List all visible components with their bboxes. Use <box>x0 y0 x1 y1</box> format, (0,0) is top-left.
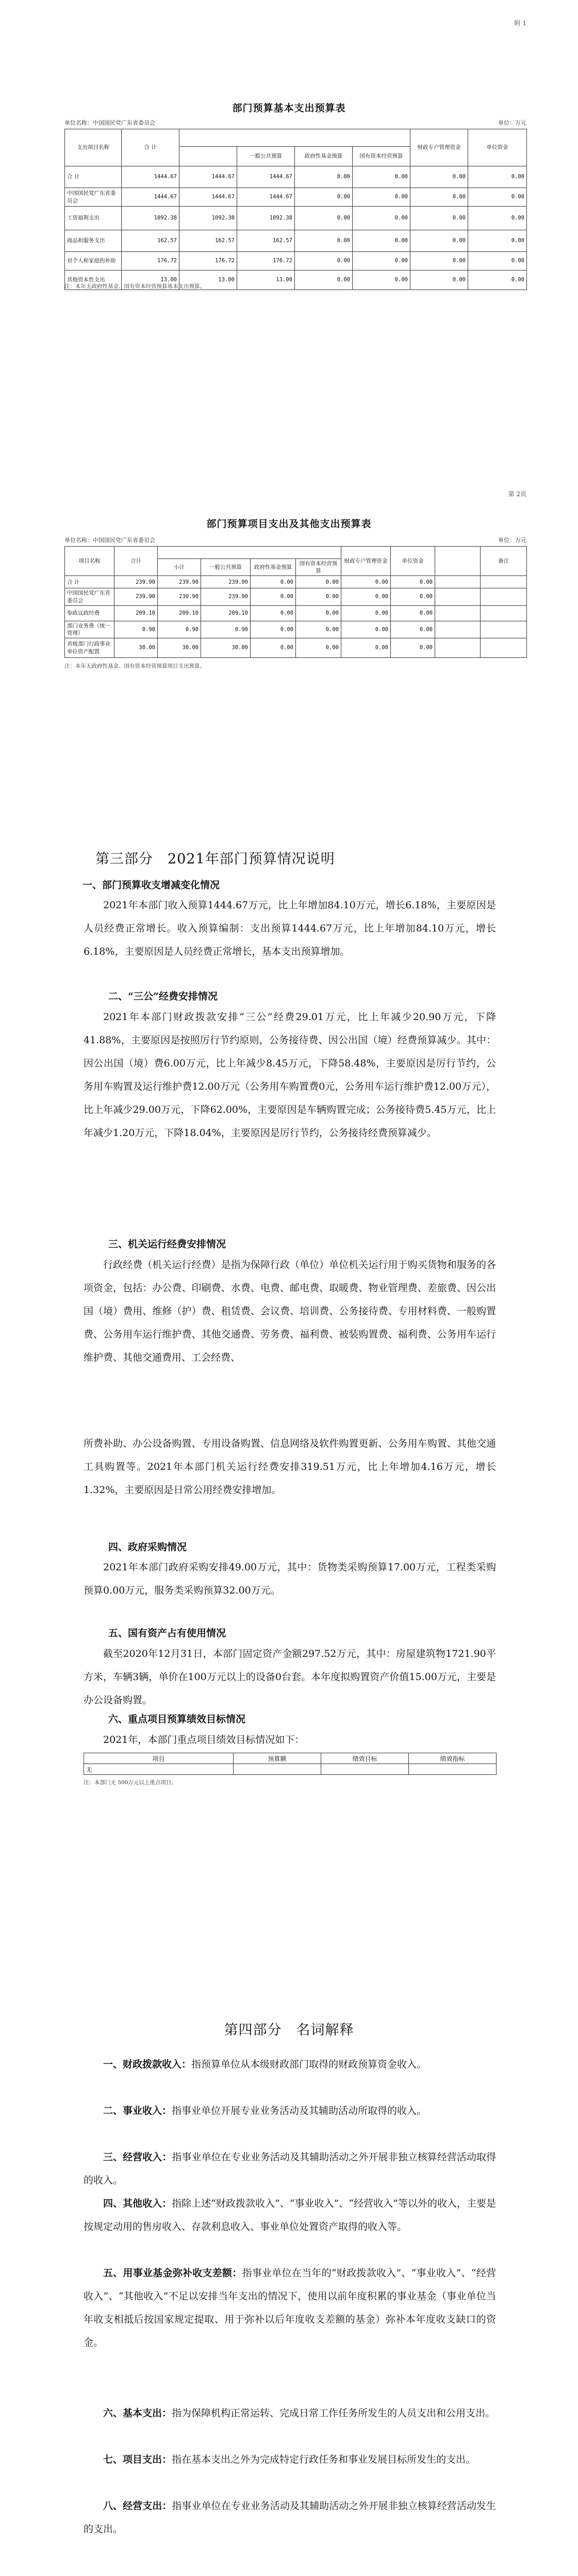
perf-cell <box>321 1764 409 1775</box>
table2-title: 部门预算项目支出及其他支出预算表 <box>206 518 372 530</box>
table-cell-state: 0.00 <box>296 621 341 638</box>
page-label-2: 第 2页 <box>508 490 526 498</box>
table-cell-special: 0.00 <box>341 638 391 658</box>
table-cell-special: 0.00 <box>341 621 391 638</box>
s5-paragraph: 截至2020年12月31日，本部门固定资产金额297.52万元，其中：房屋建筑物1721.90平方米，车辆3辆，单价在100万元以上的设备0台套。本年度拟购置资产价值15.00万元，主要是办公设备购置。 <box>84 1648 496 1706</box>
glossary-term: 一、财政拨款收入： <box>103 2059 192 2070</box>
table-cell-total: 1092.38 <box>122 207 179 230</box>
glossary-item <box>84 2448 496 2471</box>
table-cell-general: 13.00 <box>237 270 295 290</box>
table-cell-state: 0.00 <box>296 576 341 588</box>
table-cell-total: 239.90 <box>114 588 158 605</box>
table-cell-general: 1092.38 <box>237 207 295 230</box>
glossary-item <box>84 2402 496 2425</box>
table-cell-sub: 239.90 <box>158 588 201 605</box>
s6-paragraph: 2021年，本部门重点项目绩效目标情况如下： <box>103 1734 305 1745</box>
perf-cell <box>409 1764 497 1775</box>
table-cell-name: 商品和服务支出 <box>65 230 122 252</box>
glossary-term: 四、其他收入： <box>103 2198 172 2209</box>
table1-note: 注：本年无政府性基金、国有资本经营预算基本支出预算。 <box>64 283 205 290</box>
table1-unit: 单位：万元 <box>498 120 526 126</box>
table-row <box>65 605 527 621</box>
table-cell-total: 176.72 <box>179 252 237 270</box>
table-row <box>65 638 527 658</box>
table-cell-total: 176.72 <box>122 252 179 270</box>
s4-title: 四、政府采购情况 <box>108 1541 187 1553</box>
th2-extra <box>435 547 481 576</box>
table-cell-sub: 209.10 <box>158 605 201 621</box>
table-cell-unit: 0.00 <box>391 621 435 638</box>
table-cell-total: 1444.67 <box>122 166 179 188</box>
perf-note: 注：本部门无 500万元以上重点项目。 <box>84 1780 177 1786</box>
perf-cell <box>234 1764 321 1775</box>
th2-general: 一般公共预算 <box>201 559 251 576</box>
th2-special: 财政专户管理资金 <box>341 547 391 576</box>
table-cell-sub: 239.90 <box>158 576 201 588</box>
glossary-text: 指预算单位从本级财政部门取得的财政预算资金收入。 <box>191 2059 427 2070</box>
table-cell-gov: 0.00 <box>295 166 353 188</box>
table-cell-name: 合 计 <box>65 166 122 188</box>
table-cell-special: 0.00 <box>410 166 468 188</box>
table-cell-special: 0.00 <box>410 188 468 207</box>
table-cell-state: 0.00 <box>353 207 410 230</box>
table-cell-unit: 0.00 <box>468 230 527 252</box>
th-total: 合 计 <box>122 129 179 166</box>
th-gov-fund: 政府性基金预算 <box>295 147 353 166</box>
th-state-capital: 国有资本经营预算 <box>353 147 410 166</box>
table-cell-gov: 0.00 <box>251 576 296 588</box>
perf-th-indicator: 绩效指标 <box>409 1753 497 1764</box>
glossary-text: 指事业单位开展专业业务活动及其辅助活动所取得的收入。 <box>172 2105 427 2116</box>
glossary-term: 二、事业收入： <box>103 2105 172 2116</box>
table-cell-name: 中国国民党广东省委员会 <box>65 188 122 207</box>
s3-title: 三、机关运行经费安排情况 <box>108 1239 226 1250</box>
table-cell-special: 0.00 <box>410 207 468 230</box>
table-cell-total: 30.00 <box>114 638 158 658</box>
table-cell-total: 239.90 <box>114 576 158 588</box>
th-general: 一般公共预算 <box>237 147 295 166</box>
table-cell-unit: 0.00 <box>468 166 527 188</box>
table-cell-name: 参政议政经费 <box>65 605 114 621</box>
table-cell-gov: 0.00 <box>251 588 296 605</box>
glossary-item <box>84 2053 496 2076</box>
glossary-term: 五、用事业基金弥补收支差额： <box>103 2267 242 2279</box>
perf-th-goal: 绩效目标 <box>321 1753 409 1764</box>
table-cell-unit: 0.00 <box>468 188 527 207</box>
table-cell-state: 0.00 <box>353 270 410 290</box>
table-row <box>65 252 527 270</box>
table-cell-total: 162.57 <box>179 230 237 252</box>
th2-group <box>158 547 341 559</box>
table-cell-name: 中国国民党广东省委员会 <box>65 588 114 605</box>
project-expenditure-table <box>64 546 527 658</box>
th2-gov-fund: 政府性基金预算 <box>251 559 296 576</box>
table-cell-total: 209.10 <box>114 605 158 621</box>
glossary-item <box>84 2262 496 2354</box>
table-cell-empty <box>435 605 481 621</box>
glossary-item <box>84 2495 496 2541</box>
th2-subtotal: 小计 <box>158 559 201 576</box>
s1-paragraph: 2021年本部门收入预算1444.67万元，比上年增加84.10万元，增长6.18%，主要原因是人员经费正常增长。收入预算编制：支出预算1444.67万元，比上年增加84.10万元，增长6.18%，主要原因是人员经费正常增长，基本支出预算增加。 <box>84 900 496 957</box>
table-cell-name: 工资福利支出 <box>65 207 122 230</box>
table2-unit: 单位：万元 <box>498 537 526 544</box>
table-cell-gov: 0.00 <box>295 207 353 230</box>
table-cell-empty <box>481 588 527 605</box>
s2-paragraph: 2021年本部门财政拨款安排“三公”经费29.01万元，比上年减少20.90万元，下降41.88%，主要原因是按照厉行节约原则，公务接待费、因公出国（境）经费预算减少。其中：因公出国（境）费6.00万元，比上年减少8.45万元，下降58.48%，主要原因是厉行节约，公务用车购置及运行维护费12.00万元（公务用车购置费0元，公务用车运行维护费12.00万元），比上年减少29.00万元，下降62.00%，主要原因是车辆购置完成；公务接待费5.45万元，比上年减少1.20万元，下降18.04%，主要原因是厉行节约，公务接待经费预算减少。 <box>84 1011 496 1139</box>
th-name: 支出项目名称 <box>65 129 122 166</box>
glossary-text: 指事业单位在专业业务活动及其辅助活动之外开展非独立核算经营活动取得的收入。 <box>84 2151 496 2186</box>
table-cell-total: 13.00 <box>179 270 237 290</box>
perf-cell: 无 <box>84 1764 234 1775</box>
table-cell-state: 0.00 <box>296 605 341 621</box>
table-cell-state: 0.00 <box>353 252 410 270</box>
table1-unit-name: 单位名称：中国国民党广东省委员会 <box>64 120 155 126</box>
table-cell-general: 1444.67 <box>237 188 295 207</box>
page-label: 附 1 <box>514 20 526 27</box>
table-cell-unit: 0.00 <box>468 252 527 270</box>
table-cell-name: 合 计 <box>65 576 114 588</box>
glossary-term: 六、基本支出： <box>103 2408 172 2419</box>
table-cell-general: 176.72 <box>237 252 295 270</box>
table-cell-general: 239.90 <box>201 588 251 605</box>
table-cell-state: 0.00 <box>296 638 341 658</box>
s5-title: 五、国有资产占有使用情况 <box>108 1628 226 1639</box>
table-cell-total: 1444.67 <box>179 188 237 207</box>
table-cell-name: 对个人和家庭的补助 <box>65 252 122 270</box>
table-cell-gov: 0.00 <box>251 638 296 658</box>
table2-note: 注：本年无政府性基金、国有资本经营预算项目支出预算。 <box>64 663 205 669</box>
table-cell-empty <box>435 588 481 605</box>
table-cell-general: 209.10 <box>201 605 251 621</box>
th2-state-capital: 国有资本经营预算 <box>296 559 341 576</box>
table-cell-total: 162.57 <box>122 230 179 252</box>
table-row <box>65 207 527 230</box>
table-cell-empty <box>481 576 527 588</box>
s4-paragraph: 2021年本部门政府采购安排49.00万元，其中：货物类采购预算17.00万元，工程类采购预算0.00万元，服务类采购预算32.00万元。 <box>84 1562 496 1596</box>
table-cell-sub: 30.00 <box>158 638 201 658</box>
th2-name: 项目名称 <box>65 547 114 576</box>
s1-title: 一、部门预算收支增减变化情况 <box>82 879 220 891</box>
glossary-item <box>84 2099 496 2123</box>
table-cell-general: 30.00 <box>201 638 251 658</box>
table-cell-empty <box>481 605 527 621</box>
table-cell-empty <box>435 576 481 588</box>
table-cell-special: 0.00 <box>410 270 468 290</box>
table-cell-general: 239.90 <box>201 576 251 588</box>
table-cell-special: 0.00 <box>341 605 391 621</box>
glossary-item <box>84 2192 496 2239</box>
th2-remark: 备注 <box>481 547 527 576</box>
table-cell-unit: 0.00 <box>468 270 527 290</box>
th-subtotal <box>179 147 237 166</box>
table-cell-empty <box>481 621 527 638</box>
table-row <box>65 230 527 252</box>
table-cell-empty <box>435 638 481 658</box>
table-cell-total: 13.00 <box>122 270 179 290</box>
table-cell-total: 1444.67 <box>122 188 179 207</box>
table-row <box>65 621 527 638</box>
table-cell-gov: 0.00 <box>295 230 353 252</box>
table-cell-empty <box>481 638 527 658</box>
perf-th-budget: 预算额 <box>234 1753 321 1764</box>
table-cell-sub: 0.90 <box>158 621 201 638</box>
s3-paragraph-2: 所费补助、办公设备购置、专用设备购置、信息网络及软件购置更新、公务用车购置、其他交通工具购置等。2021年本部门机关运行经费安排319.51万元，比上年增加4.16万元，增长1.32%，主要原因是日常公用经费安排增加。 <box>84 1438 496 1496</box>
th-group <box>179 129 410 147</box>
table-cell-gov: 0.00 <box>295 252 353 270</box>
glossary-term: 三、经营收入： <box>103 2151 172 2163</box>
table-cell-special: 0.00 <box>410 252 468 270</box>
table-cell-gov: 0.00 <box>251 621 296 638</box>
table-cell-state: 0.00 <box>296 588 341 605</box>
table-cell-gov: 0.00 <box>251 605 296 621</box>
table-cell-general: 0.90 <box>201 621 251 638</box>
table-cell-name: 部门业务费（统一管理） <box>65 621 114 638</box>
table-cell-name: 其他资本性支出 <box>65 270 122 290</box>
s2-title: 二、“三公”经费安排情况 <box>108 991 218 1002</box>
perf-th-project: 项目 <box>84 1753 234 1764</box>
table-row <box>65 588 527 605</box>
table-cell-unit: 0.00 <box>391 576 435 588</box>
table1-title: 部门预算基本支出预算表 <box>232 103 346 114</box>
table-cell-special: 0.00 <box>341 576 391 588</box>
table-cell-unit: 0.00 <box>468 207 527 230</box>
table-cell-special: 0.00 <box>341 588 391 605</box>
table-cell-name: 省级部门行政事业单位资产配置 <box>65 638 114 658</box>
part4-heading: 第四部分 名词解释 <box>224 2022 354 2038</box>
glossary-text: 指事业单位在当年的“财政拨款收入”、“事业收入”、“经营收入”、“其他收入”不足以安排当年支出的情况下，使用以前年度积累的事业基金（事业单位当年收支相抵后按国家规定提取、用于弥补以后年度收支差额的基金）弥补本年度收支缺口的资金。 <box>84 2267 496 2348</box>
glossary-term: 八、经营支出： <box>103 2500 172 2512</box>
th-unit: 单位资金 <box>468 129 527 166</box>
basic-expenditure-table <box>64 129 527 290</box>
table-cell-gov: 0.00 <box>295 270 353 290</box>
th2-total: 合计 <box>114 547 158 576</box>
th-special: 财政专户管理资金 <box>410 129 468 166</box>
table-row <box>65 188 527 207</box>
table-cell-total: 1092.38 <box>179 207 237 230</box>
table-row <box>65 166 527 188</box>
table-cell-state: 0.00 <box>353 230 410 252</box>
s3-paragraph-1: 行政经费（机关运行经费）是指为保障行政（单位）单位机关运行用于购买货物和服务的各项资金，包括：办公费、印刷费、水费、电费、邮电费、取暖费、物业管理费、差旅费、因公出国（境）费用、维修（护）费、租赁费、会议费、培训费、公务接待费、专用材料费、一般购置费、公务用车运行维护费、其他交通费、劳务费、福利费、被装购置费、福利费、公务用车运行维护费、其他交通费用、工会经费、 <box>84 1259 496 1363</box>
glossary-text: 指事业单位在专业业务活动及其辅助活动之外开展非独立核算经营活动发生的支出。 <box>84 2500 496 2535</box>
table-row <box>65 576 527 588</box>
table-cell-state: 0.00 <box>353 166 410 188</box>
table-cell-state: 0.00 <box>353 188 410 207</box>
table-cell-gov: 0.00 <box>295 188 353 207</box>
th2-unit: 单位资金 <box>391 547 435 576</box>
table-cell-unit: 0.00 <box>391 638 435 658</box>
glossary-text: 指为保障机构正常运转、完成日常工作任务所发生的人员支出和公用支出。 <box>172 2408 496 2419</box>
glossary-text: 指除上述“财政拨款收入”、“事业收入”、“经营收入”等以外的收入，主要是按规定动用的售房收入、存款利息收入、事业单位处置资产取得的收入等。 <box>84 2198 496 2232</box>
table-cell-general: 1444.67 <box>237 166 295 188</box>
table-cell-general: 162.57 <box>237 230 295 252</box>
table2-unit-name: 单位名称：中国国民党广东省委员会 <box>64 537 155 544</box>
s6-title: 六、重点项目预算绩效目标情况 <box>108 1714 246 1725</box>
glossary-term: 七、项目支出： <box>103 2454 172 2465</box>
glossary-item <box>84 2146 496 2192</box>
table-cell-unit: 0.00 <box>391 588 435 605</box>
table-cell-empty <box>435 621 481 638</box>
table-cell-special: 0.00 <box>410 230 468 252</box>
glossary-text: 指在基本支出之外为完成特定行政任务和事业发展目标所发生的支出。 <box>172 2454 476 2465</box>
part3-heading: 第三部分 2021年部门预算情况说明 <box>95 851 335 867</box>
table-cell-total: 1444.67 <box>179 166 237 188</box>
table-cell-unit: 0.00 <box>391 605 435 621</box>
table-cell-total: 0.90 <box>114 621 158 638</box>
performance-table <box>84 1753 497 1775</box>
